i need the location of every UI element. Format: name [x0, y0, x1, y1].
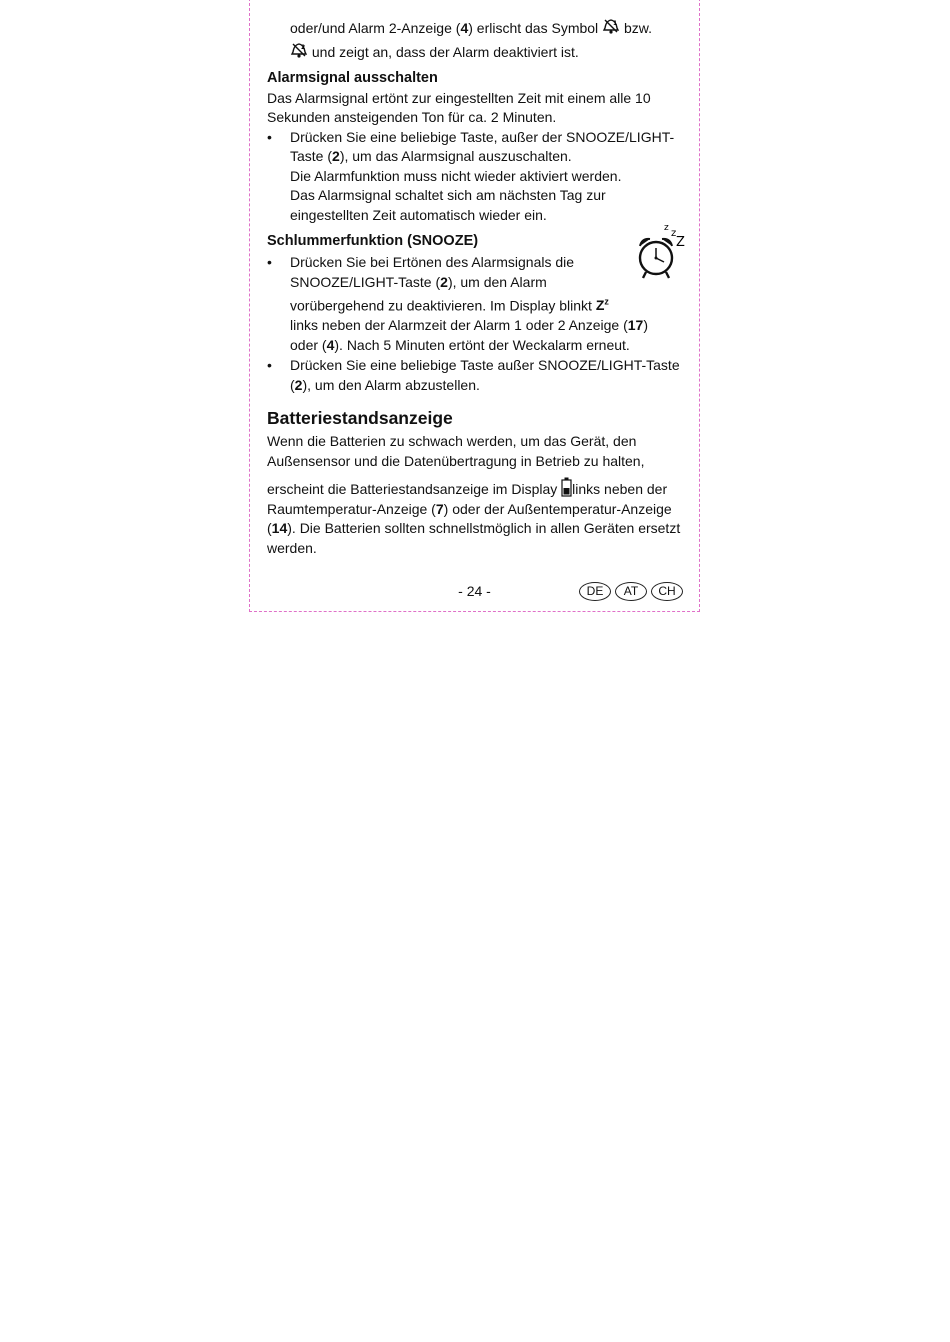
battery-text: ). Die Batterien sollten schnellstmöglich in allen Geräten ersetzt werden.: [267, 520, 681, 556]
battery-text-1: Wenn die Batterien zu schwach werden, um das Gerät, den Außensensor und die Datenübertragung in Betrieb zu halten,: [267, 433, 645, 469]
heading-alarm-off: Alarmsignal ausschalten: [267, 70, 438, 86]
country-badges: [579, 582, 683, 601]
intro-text: und zeigt an, dass der Alarm deaktiviert ist.: [308, 43, 579, 60]
alarm-off-text: Das Alarmsignal ertönt zur eingestellten Zeit mit einem alle 10 Sekunden ansteigenden Ton für ca. 2 Minuten.: [267, 89, 651, 125]
bullet-text: ), um den Alarm: [447, 273, 547, 290]
bullet-text: ): [643, 317, 648, 334]
bullet-text: -Taste (: [393, 273, 441, 290]
bullet-text: vorübergehend zu deaktivieren. Im Display blinkt: [290, 297, 596, 314]
intro-text: ) erlischt das Symbol: [468, 20, 603, 36]
key-label: SNOOZE/LIGHT: [290, 273, 394, 290]
snooze-z-icon: $Z^z$: [595, 296, 609, 314]
bell-off-icon: [290, 42, 308, 59]
bullet-text: ). Nach 5 Minuten ertönt der Weckalarm erneut.: [334, 337, 630, 354]
bullet-text: Drücken Sie eine beliebige Taste außer: [290, 357, 539, 374]
ref-number: 2: [332, 148, 340, 164]
bullet-text: oder (: [290, 337, 327, 354]
bullet-text: -Taste: [641, 357, 680, 374]
ref-number: 17: [627, 317, 644, 334]
intro-line-2: [267, 42, 687, 63]
heading-snooze: Schlummerfunktion (SNOOZE): [267, 233, 479, 249]
svg-text:2: 2: [301, 43, 306, 51]
ref-number: 14: [271, 520, 288, 537]
ref-number: 7: [435, 500, 444, 517]
bell-off-icon: [602, 18, 620, 35]
country-badge-de: DE: [579, 582, 611, 601]
ref-number: 2: [294, 377, 303, 394]
bullet-text: Drücken Sie eine beliebige Taste, außer der: [290, 128, 567, 145]
alarm-off-note-2: Das Alarmsignal schaltet sich am nächsten Tag zur eingestellten Zeit automatisch wieder ein.: [290, 187, 606, 223]
battery-text-2: [267, 477, 687, 558]
page-content: [267, 18, 687, 558]
alarm-off-bullet: [267, 128, 687, 167]
bullet-text: ), um den Alarm abzustellen.: [302, 377, 480, 394]
svg-text:Z: Z: [676, 235, 685, 250]
key-label: SNOOZE/LIGHT: [566, 128, 670, 145]
snooze-bullet-1: [267, 252, 687, 356]
battery-icon: [561, 477, 572, 497]
battery-text: ) oder der Außentemperatur-Anzeige (: [267, 500, 672, 537]
page-footer: [249, 581, 700, 603]
ref-number: 4: [460, 20, 469, 36]
ref-number: 4: [326, 337, 335, 354]
intro-text: bzw.: [620, 20, 652, 36]
snooze-bullet-2: [267, 355, 687, 395]
battery-text: erscheint die Batteriestandsanzeige im Display: [267, 481, 562, 498]
bullet-text: links neben der Alarmzeit der Alarm 1 oder 2 Anzeige (: [290, 317, 628, 334]
bullet-text: -Taste (: [290, 128, 675, 164]
alarm-off-note-1: Die Alarmfunktion muss nicht wieder aktiviert werden.: [290, 167, 622, 184]
snooze-section: [267, 223, 687, 395]
page-number: - 24 -: [458, 583, 491, 599]
bullet-text: ), um das Alarmsignal auszuschalten.: [339, 148, 572, 164]
battery-text: links neben der Raumtemperatur-Anzeige (: [267, 481, 668, 517]
svg-text:1: 1: [613, 20, 618, 27]
intro-text: oder/und Alarm 2-Anzeige (: [290, 20, 461, 36]
intro-line-1: [267, 18, 687, 39]
bullet-text: (: [290, 377, 295, 394]
heading-battery: Batteriestandsanzeige: [267, 408, 453, 429]
ref-number: 2: [440, 273, 448, 290]
country-badge-at: AT: [615, 582, 647, 601]
svg-text:z: z: [671, 228, 677, 239]
svg-text:z: z: [664, 223, 669, 233]
key-label: SNOOZE/LIGHT: [538, 357, 642, 374]
bullet-text: Drücken Sie bei Ertönen des Alarmsignals die: [290, 253, 575, 270]
country-badge-ch: CH: [651, 582, 683, 601]
